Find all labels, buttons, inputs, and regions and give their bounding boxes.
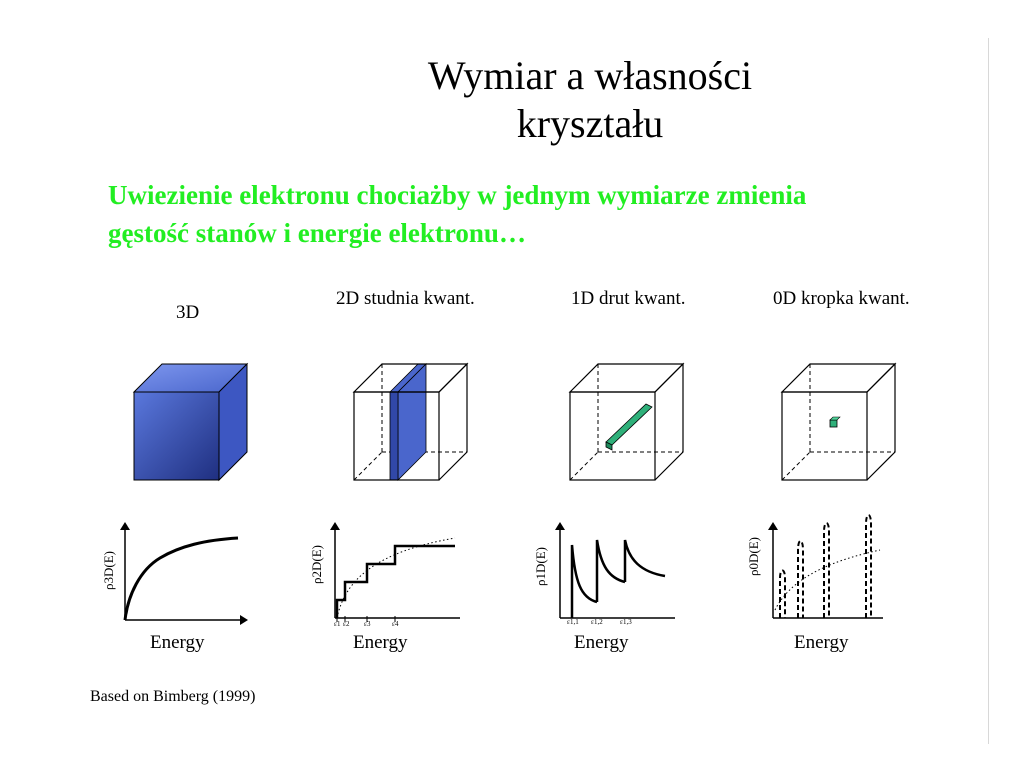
- slide-right-border: [988, 38, 989, 744]
- slide-title: [380, 52, 800, 148]
- panel-label-2d: 2D studnia kwant.: [336, 288, 475, 309]
- dos-plot-3d: [100, 520, 260, 630]
- quantum-dot-cube-0d: [778, 360, 903, 485]
- y-axis-arrow: [330, 522, 340, 530]
- tick-e12: ε1,2: [591, 618, 603, 626]
- dos-plot-2d: [305, 520, 470, 630]
- x-axis-label-3d: Energy: [150, 632, 205, 653]
- dos-delta-peak-1: [780, 571, 785, 619]
- panel-label-1d: 1D drut kwant.: [571, 288, 686, 309]
- source-credit: Based on Bimberg (1999): [90, 688, 256, 705]
- subtitle-line-2: gęstość stanów i energie elektronu…: [108, 218, 526, 248]
- panel-label-3d: 3D: [176, 302, 200, 323]
- subtitle-line-1: Uwiezienie elektronu chociażby w jednym wymiarze zmienia: [108, 180, 807, 210]
- dos-plot-1d: [525, 520, 685, 630]
- y-axis-arrow: [768, 522, 778, 530]
- dos-peak-1: [572, 545, 597, 618]
- x-axis-label-0d: Energy: [794, 632, 849, 653]
- y-axis-arrow: [555, 522, 565, 530]
- tick-e4: ε4: [392, 620, 399, 628]
- dos-plot-0d: [735, 510, 895, 630]
- tick-e1: ε1: [334, 620, 341, 628]
- y-axis-label: ρ2D(E): [309, 545, 324, 584]
- quantum-well-cube-2d: [350, 360, 475, 485]
- panel-label-0d: 0D kropka kwant.: [773, 288, 910, 309]
- x-axis-arrow: [240, 615, 248, 625]
- y-axis-label: ρ3D(E): [101, 551, 116, 590]
- tick-e13: ε1,3: [620, 618, 632, 626]
- quantum-wire-cube-1d: [566, 360, 691, 485]
- tick-e2: ε2: [343, 620, 350, 628]
- bulk-cube-3d: [130, 360, 255, 485]
- title-line-1: Wymiar a własności: [427, 53, 753, 98]
- dos-delta-peak-3: [824, 523, 829, 618]
- dos-curve-3d: [125, 538, 238, 620]
- bulk-reference-curve: [775, 550, 880, 610]
- tick-e11: ε1,1: [567, 618, 579, 626]
- y-axis-label: ρ0D(E): [746, 537, 761, 576]
- title-line-2: kryształu: [516, 101, 664, 146]
- dos-delta-peak-4: [866, 515, 871, 618]
- slide-subtitle: [108, 176, 948, 252]
- y-axis-label: ρ1D(E): [533, 547, 548, 586]
- dos-peak-2: [597, 540, 625, 602]
- tick-e3: ε3: [364, 620, 371, 628]
- y-axis-arrow: [120, 522, 130, 530]
- x-axis-label-2d: Energy: [353, 632, 408, 653]
- dos-staircase-2d: [337, 546, 455, 618]
- dos-peak-3: [625, 540, 665, 582]
- x-axis-label-1d: Energy: [574, 632, 629, 653]
